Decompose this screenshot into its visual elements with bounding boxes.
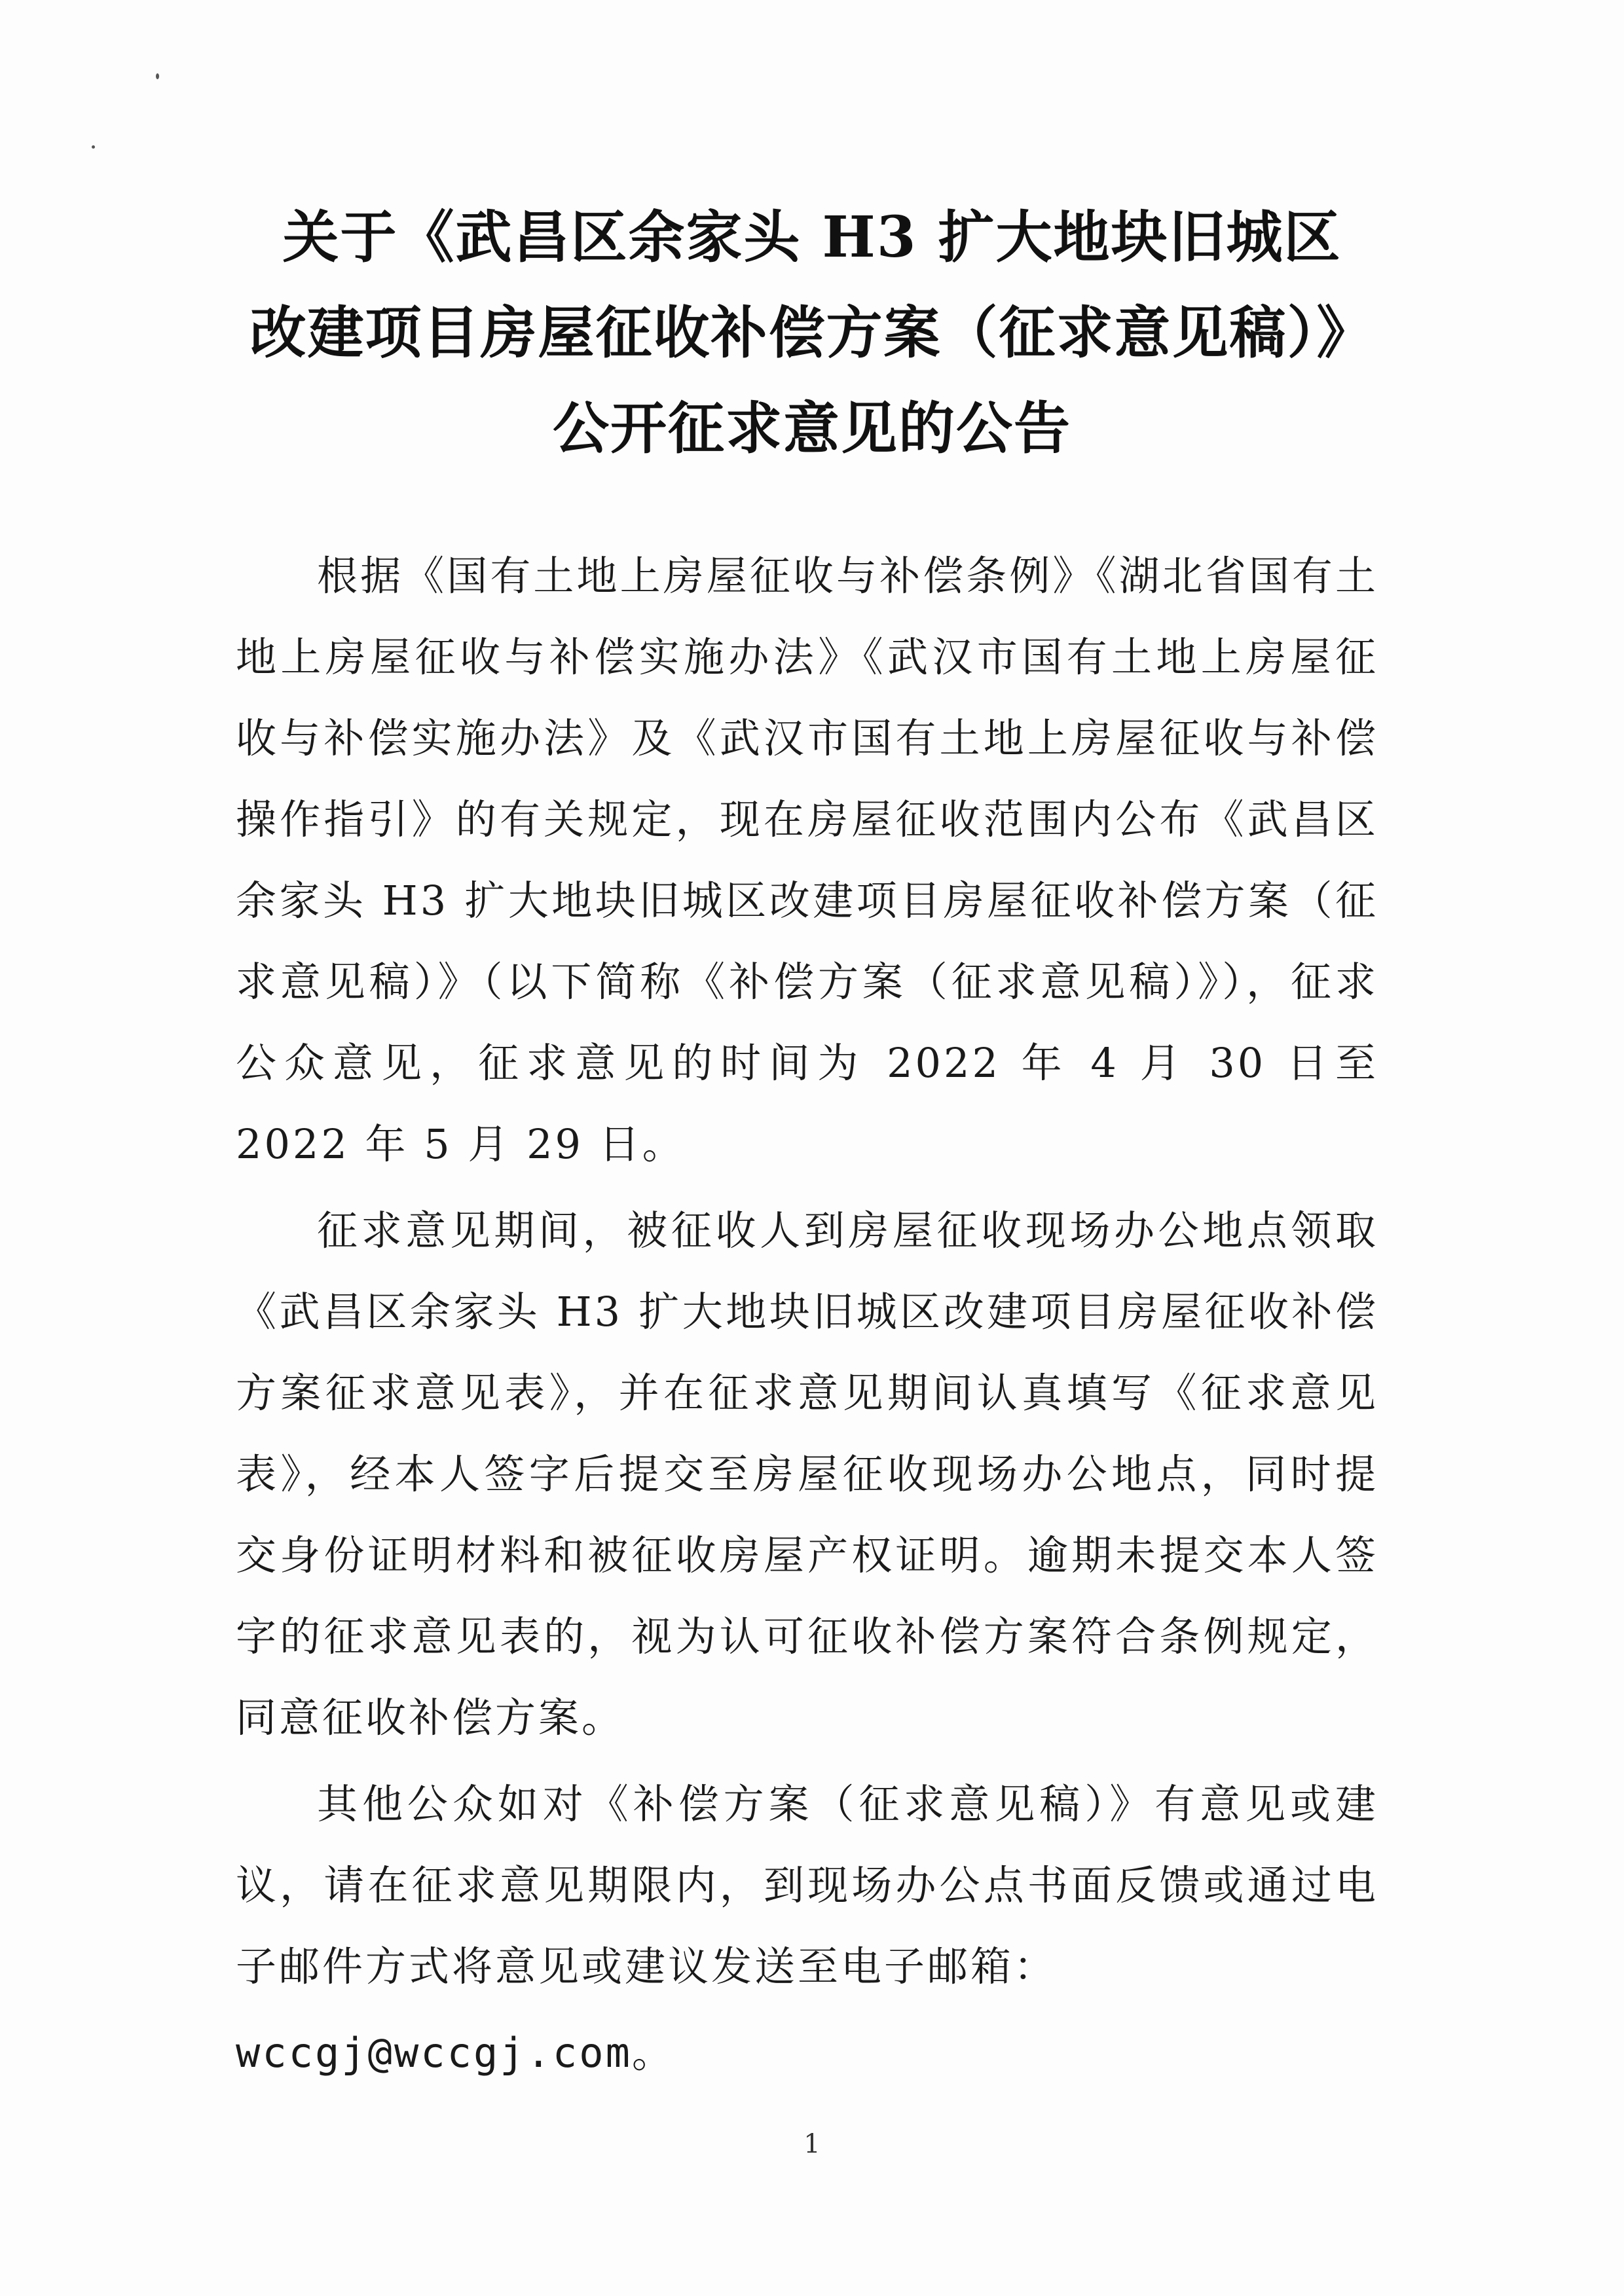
paragraph-public-feedback: 其他公众如对《补偿方案（征求意见稿）》有意见或建议，请在征求意见期限内，到现场办公点书面反馈或通过电子邮件方式将意见或建议发送至电子邮箱： — [236, 1780, 1378, 1990]
page-title — [196, 190, 1428, 477]
paragraph-legal-basis: 根据《国有土地上房屋征收与补偿条例》《湖北省国有土地上房屋征收与补偿实施办法》《武汉市国有土地上房屋征收与补偿实施办法》及《武汉市国有土地上房屋征收与补偿操作指引》的有关规定，现在房屋征收范围内公布《武昌区余家头 H3 扩大地块旧城区改建项目房屋征收补偿方案（征求意见稿）》（以下简称《补偿方案（征求意见稿）》），征求公众意见，征求意见的时间为 2022 年 4 月 30 日至 2022 年 5 月 29 日。 — [236, 552, 1378, 1168]
scan-speck — [156, 73, 159, 79]
title-line-3: 公开征求意见的公告 — [553, 395, 1071, 462]
email-address: wccgj@wccgj.com。 — [236, 2029, 674, 2077]
scan-speck — [92, 145, 95, 149]
paragraph-submission-process: 征求意见期间，被征收人到房屋征收现场办公地点领取《武昌区余家头 H3 扩大地块旧城区改建项目房屋征收补偿方案征求意见表》，并在征求意见期间认真填写《征求意见表》，经本人签字后提交至房屋征收现场办公地点，同时提交身份证明材料和被征收房屋产权证明。逾期未提交本人签字的征求意见表的，视为认可征收补偿方案符合条例规定，同意征收补偿方案。 — [236, 1207, 1378, 1741]
page-number: 1 — [803, 2129, 821, 2159]
title-line-1: 关于《武昌区余家头 H3 扩大地块旧城区 — [282, 204, 1342, 270]
document-body — [236, 536, 1378, 2099]
title-line-2: 改建项目房屋征收补偿方案（征求意见稿）》 — [249, 300, 1375, 366]
